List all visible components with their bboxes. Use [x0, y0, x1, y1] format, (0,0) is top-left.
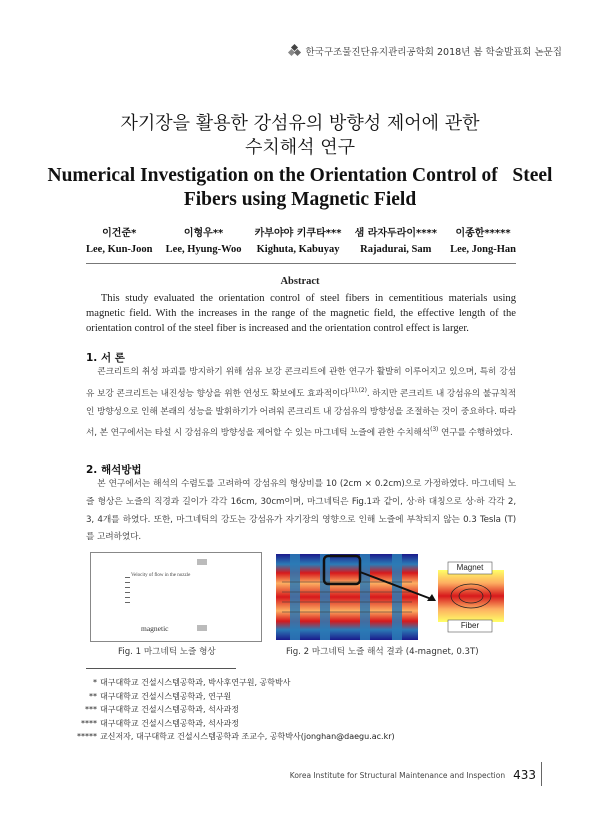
footnote-text: 대구대학교 건설시스템공학과, 연구원 [100, 691, 232, 701]
english-title [0, 164, 600, 212]
section-body-introduction [86, 364, 516, 443]
detail-field [438, 570, 504, 622]
footnote-text: 교신저자, 대구대학교 건설시스템공학과 조교수, 공학박사(jonghan@daegu.ac.kr) [100, 732, 395, 741]
author-name-en: Lee, Jong-Han [450, 244, 516, 255]
fiber-label: Fiber [460, 621, 480, 630]
author-name-ko: 이건준* [102, 228, 137, 239]
abstract-heading: Abstract [280, 276, 320, 287]
footnote-text: 대구대학교 건설시스템공학과, 석사과정 [100, 718, 240, 728]
body-text: 콘크리트의 취성 파괴를 방지하기 위해 섬유 보강 콘크리트에 관한 연구가 활발히 이루어지고 있으며, 특히 강섬유 보강 콘크리트는 내진성능 향상을 위한 연성도 확보에도 효과적이다 [86, 367, 516, 399]
footnote-mark: **** [81, 718, 97, 728]
society-logo-icon [289, 45, 301, 57]
author-list [86, 226, 516, 258]
running-header [289, 44, 562, 58]
magnet-bottom [197, 625, 207, 631]
section-heading-introduction: 1. 서 론 [86, 352, 125, 364]
footnote-text: 대구대학교 건설시스템공학과, 박사후연구원, 공학박사 [100, 678, 291, 687]
section-body-method: 본 연구에서는 해석의 수렴도를 고려하여 강섬유의 형상비를 10 (2cm × 0.2cm)으로 가정하였다. 마그네틱 노즐 형상은 노즐의 직경과 길이가 각각 16cm, 30cm이며, 마그네틱은 Fig.1과 같이, 상·하 대칭으로 상·하 각각 2, 3, 4개를 하였다. 또한, 마그네틱의 강도는 강섬유가 자기장의 영향으로 인해 노즐에 부착되지 않는 0.3 Tesla (T) 를 고려하였다. [86, 479, 516, 543]
body-text: . 하지만 콘크리트 내 강섬유의 불규칙적인 방향성으로 인해 본래의 성능을 발휘하기가 어려워 콘크리트 내 강섬유의 방향성을 조절하는 것이 중요하다. 따라서, 본 연구에서는 타설 시 강섬유의 방향성을 제어할 수 있는 마그네틱 노즐에 관한 수치해석 [86, 388, 516, 439]
body-text: 연구를 수행하였다. [438, 428, 513, 439]
footnote [70, 717, 395, 731]
author-name-en: Kighuta, Kabuyay [256, 244, 340, 255]
figure-1-nozzle-shape [90, 552, 262, 642]
figure-2-caption: Fig. 2 마그네틱 노즐 해석 결과 (4-magnet, 0.3T) [286, 647, 479, 657]
footnote-rule [86, 668, 236, 669]
footnote [70, 690, 395, 704]
footnote [70, 730, 395, 744]
author [450, 226, 516, 258]
author [355, 226, 437, 258]
flow-velocity-label: Velocity of flow in the nozzle [131, 573, 191, 578]
citation: (3) [430, 426, 439, 434]
footnote-mark: * [93, 678, 97, 687]
footnote-mark: ***** [77, 732, 97, 741]
publisher-name: Korea Institute for Structural Maintenance and Inspection [289, 770, 506, 780]
author-name-ko: 샘 라자두라이**** [354, 228, 437, 239]
footnote-text: 대구대학교 건설시스템공학과, 석사과정 [100, 705, 240, 714]
korean-title [0, 112, 600, 160]
author-name-ko: 카부야야 키쿠타*** [254, 228, 342, 239]
author-name-ko: 이종한***** [455, 228, 511, 239]
author-name-ko: 이형우** [183, 228, 224, 239]
footnote-mark: ** [89, 691, 97, 701]
author-name-en: Rajadurai, Sam [360, 244, 432, 255]
figure-1-caption: Fig. 1 마그네틱 노즐 형상 [118, 647, 216, 657]
footnotes [70, 676, 395, 744]
korean-title-line1: 자기장을 활용한 강섬유의 방향성 제어에 관한 [120, 113, 480, 134]
section-heading-method: 2. 해석방법 [86, 464, 142, 476]
citation: (1),(2) [348, 386, 367, 394]
footnote-mark: *** [85, 705, 97, 714]
footnote [70, 703, 395, 717]
english-title-line2: Fibers using Magnetic Field [183, 189, 417, 210]
running-title: 한국구조물진단유지관리공학회 2018년 봄 학술발표회 논문집 [305, 47, 562, 58]
divider [86, 263, 516, 264]
author-name-en: Lee, Kun-Joon [86, 244, 153, 255]
english-title-line1: Numerical Investigation on the Orientation Control of Steel [47, 165, 553, 186]
author [255, 226, 342, 258]
magnet-top [197, 559, 207, 565]
author [166, 226, 242, 258]
magnetic-label: magnetic [141, 624, 169, 633]
page-footer [290, 768, 536, 782]
page-number: 433 [513, 768, 536, 782]
footnote [70, 676, 395, 690]
figure-2-analysis-result [272, 552, 512, 642]
abstract-text: This study evaluated the orientation control of steel fibers in cementitious materials using magnetic field. With the increases in the range of the magnetic field, the effective length of the orientation control of the steel fiber is increased and the orientation control effect is larger. [86, 293, 516, 335]
magnet-label: Magnet [456, 563, 484, 572]
footer-divider [541, 762, 542, 786]
author-name-en: Lee, Hyung-Woo [165, 244, 242, 255]
author [86, 226, 153, 258]
korean-title-line2: 수치해석 연구 [244, 137, 356, 158]
velocity-vectors [125, 577, 131, 621]
